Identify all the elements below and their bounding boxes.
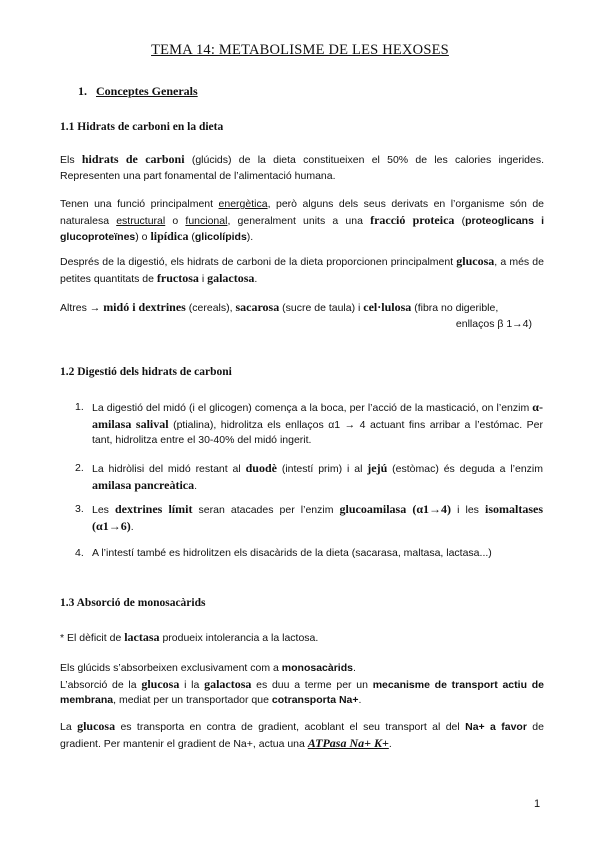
- section-1-number: 1.: [78, 84, 87, 98]
- section-1-label: Conceptes Generals: [96, 84, 198, 98]
- paragraph-glucose-transport: La glucosa es transporta en contra de gradient, acoblant el seu transport al del Na+ a favor de gradient. Per mantenir el gradient de Na+, actua una ATPasa Na+ K+.: [60, 719, 544, 750]
- section-1-3-heading: 1.3 Absorció de monosacàrids: [60, 597, 206, 609]
- document-title: TEMA 14: METABOLISME DE LES HEXOSES: [151, 42, 449, 58]
- section-1-2-heading: 1.2 Digestió dels hidrats de carboni: [60, 366, 232, 378]
- paragraph-function: Tenen una funció principalment energètica, però alguns dels seus derivats en l’organisme són de naturalesa estructural o funcional, generalment units a una fracció proteica (proteoglicans i glucoproteïnes) o lipídica (glicolípids).: [60, 198, 545, 243]
- list-item: 2. La hidròlisi del midó restant al duodè (intestí prim) i al jejú (estòmac) és deguda a l’enzim amilasa pancreàtica.: [75, 461, 543, 492]
- paragraph-other-carbohydrates: Altres → midó i dextrines (cereals), sacarosa (sucre de taula) i cel·lulosa (fibra no digerible, enllaços β 1→4): [60, 300, 532, 330]
- page-number: 1: [534, 798, 541, 810]
- paragraph-lactase: * El dèficit de lactasa produeix intolerancia a la lactosa.: [60, 630, 319, 644]
- list-item: 4. A l’intestí també es hidrolitzen els disacàrids de la dieta (sacarasa, maltasa, lactasa...): [75, 547, 492, 559]
- paragraph-absorption: Els glúcids s’absorbeixen exclusivament com a monosacàrids. L’absorció de la glucosa i la galactosa es duu a terme per un mecanisme de transport actiu de membrana, mediat per un transportador que cotransporta Na+.: [60, 662, 544, 706]
- paragraph-carbohydrates: Els hidrats de carboni (glúcids) de la dieta constitueixen el 50% de les calories ingerides. Representen una part fonamental de l’alimentació humana.: [60, 152, 544, 182]
- paragraph-digestion-products: Després de la digestió, els hidrats de carboni de la dieta proporcionen principalment glucosa, a més de petites quantitats de fructosa i galactosa.: [60, 254, 544, 285]
- list-item: 1. La digestió del midó (i el glicogen) comença a la boca, per l’acció de la masticació, on l’enzim α-amilasa salival (ptialina), hidrolitza els enllaços α1 → 4 actuant fins arribar a l’estómac. Per tant, hidrolitza entre el 30-40% del midó ingerit.: [75, 400, 543, 446]
- section-1-heading: [78, 84, 198, 99]
- list-item: 3. Les dextrines límit seran atacades per l’enzim glucoamilasa (α1→4) i les isomaltases (α1→6).: [75, 502, 543, 533]
- section-1-1-heading: 1.1 Hidrats de carboni en la dieta: [60, 121, 224, 133]
